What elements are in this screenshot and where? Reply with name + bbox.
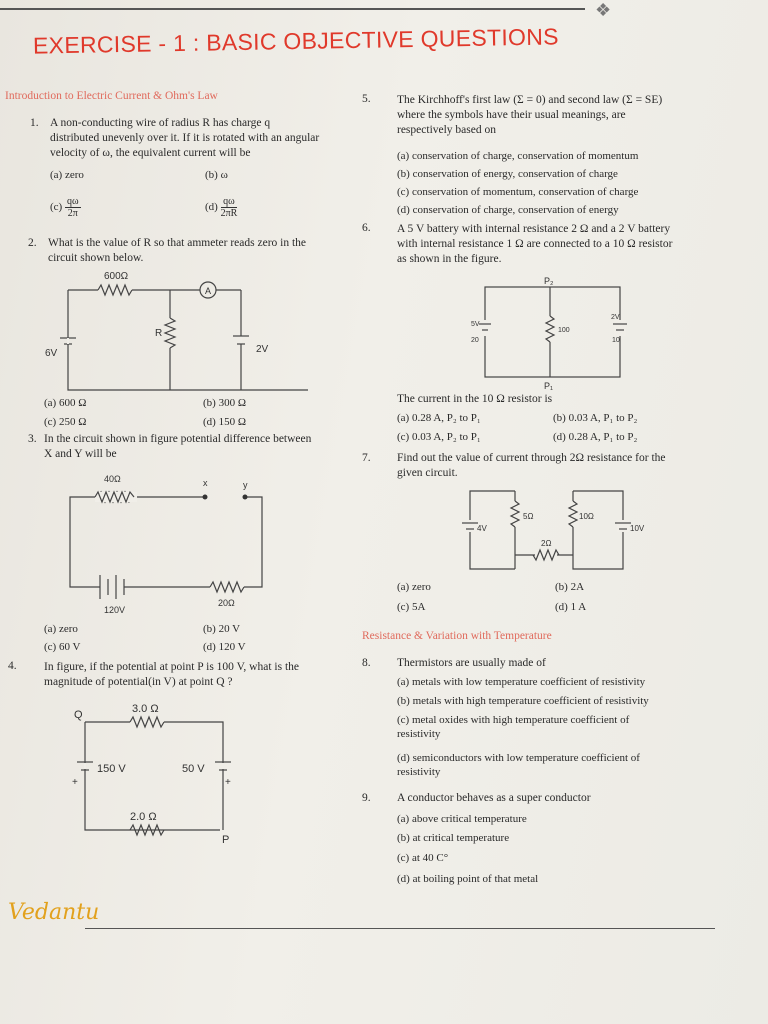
page-title: EXERCISE - 1 : BASIC OBJECTIVE QUESTIONS bbox=[32, 23, 559, 59]
q8-text: Thermistors are usually made of bbox=[397, 657, 546, 669]
q3-voltage: 120V bbox=[104, 605, 126, 615]
top-rule bbox=[0, 8, 585, 10]
q2-ammeter-label: A bbox=[205, 286, 212, 296]
q9-text: A conductor behaves as a super conductor bbox=[397, 792, 591, 804]
q6-resistance-10: 10 bbox=[612, 337, 620, 344]
q2-text: What is the value of R so that ammeter reads zero in the circuit shown below. bbox=[48, 237, 307, 264]
q6-number: 6. bbox=[362, 222, 371, 234]
q1-line: A non-conducting wire of radius R has charge q bbox=[50, 117, 271, 129]
q9-option-a: (a) above critical temperature bbox=[397, 813, 527, 825]
q4-point-p: P bbox=[222, 834, 230, 846]
q4-text: In figure, if the potential at point P is 100 V, what is the magnitude of potential(in V) at point Q ? bbox=[44, 661, 299, 688]
q6-circuit-diagram bbox=[470, 272, 650, 392]
q1-line: velocity of ω, the equivalent current will be bbox=[50, 147, 251, 159]
q5-option-a: (a) conservation of charge, conservation of momentum bbox=[397, 150, 639, 162]
q7-option-a: (a) zero bbox=[397, 581, 431, 593]
q9-number: 9. bbox=[362, 792, 371, 804]
q4-bottom-resistor: 2.0 Ω bbox=[130, 811, 157, 823]
section-heading-ohms-law: Introduction to Electric Current & Ohm's Law bbox=[5, 90, 218, 102]
bottom-rule bbox=[85, 928, 715, 929]
q3-point-y: y bbox=[243, 480, 248, 490]
q5-text: The Kirchhoff's first law (Σ = 0) and second law (Σ = SE) where the symbols have their usual meanings, are respectively based on bbox=[397, 94, 663, 136]
q7-text: Find out the value of current through 2Ω resistance for the given circuit. bbox=[397, 452, 666, 479]
q3-text: In the circuit shown in figure potential difference between X and Y will be bbox=[44, 433, 312, 460]
q3-point-x: x bbox=[203, 478, 208, 488]
q9-option-d: (d) at boiling point of that metal bbox=[397, 873, 539, 885]
q4-circuit-diagram bbox=[60, 700, 260, 850]
q6-option-a: (a) 0.28 A, P₂ to P₁ bbox=[397, 412, 481, 424]
q5-option-c: (c) conservation of momentum, conservation of charge bbox=[397, 186, 639, 198]
q8-option-c: (c) metal oxides with high temperature coefficient of resistivity bbox=[397, 714, 630, 740]
q7-option-c: (c) 5A bbox=[397, 601, 426, 613]
q4-right-voltage: 50 V bbox=[182, 763, 205, 775]
q1-option-d-fraction: $\frac{q\omega}{2\pi R}$ bbox=[220, 196, 238, 219]
q5-option-d: (d) conservation of charge, conservation of energy bbox=[397, 204, 619, 216]
q2-circuit-diagram bbox=[38, 268, 298, 398]
q7-resistor-2: 2Ω bbox=[541, 539, 552, 548]
q3-option-b: (b) 20 V bbox=[203, 623, 241, 635]
q3-option-c: (c) 60 V bbox=[44, 641, 81, 653]
q8-option-b: (b) metals with high temperature coefficient of resistivity bbox=[397, 695, 649, 707]
q2-right-voltage: 2V bbox=[256, 344, 269, 355]
q2-option-a: (a) 600 Ω bbox=[44, 397, 87, 409]
q8-option-d: (d) semiconductors with low temperature coefficient of resistivity bbox=[397, 752, 640, 778]
q6-option-c: (c) 0.03 A, P₂ to P₁ bbox=[397, 431, 481, 443]
q3-circuit-diagram bbox=[40, 470, 300, 620]
q6-resistance-20: 20 bbox=[471, 337, 479, 344]
q6-resistor-100: 100 bbox=[558, 327, 570, 334]
q3-number: 3. bbox=[28, 433, 37, 445]
section-heading-resistance: Resistance & Variation with Temperature bbox=[362, 630, 552, 642]
q1-option-b: (b) ω bbox=[205, 169, 228, 181]
q3-option-a: (a) zero bbox=[44, 623, 78, 635]
q7-resistor-10: 10Ω bbox=[579, 512, 594, 521]
q9-option-b: (b) at critical temperature bbox=[397, 832, 510, 844]
q1-option-d: (d) $\frac{q\omega}{2\pi R}$ bbox=[205, 196, 238, 219]
q1-line: distributed unevenly over it. If it is rotated with an angular bbox=[50, 132, 320, 144]
q2-option-b: (b) 300 Ω bbox=[203, 397, 247, 409]
ornament-icon: ❖ bbox=[595, 0, 612, 20]
q6-question-text: The current in the 10 Ω resistor is bbox=[397, 393, 553, 405]
q6-battery-5v: 5V bbox=[471, 321, 480, 328]
q8-number: 8. bbox=[362, 657, 371, 669]
q1-option-c: (c) $\frac{q\omega}{2\pi}$ bbox=[50, 196, 79, 219]
q3-option-d: (d) 120 V bbox=[203, 641, 246, 653]
q6-point-p1: P₁ bbox=[544, 381, 554, 391]
q8-option-a: (a) metals with low temperature coefficient of resistivity bbox=[397, 676, 646, 688]
q7-battery-10v: 10V bbox=[630, 524, 645, 533]
q2-resistor-label: 600Ω bbox=[104, 271, 129, 282]
q4-plus-left: + bbox=[72, 777, 78, 788]
q4-plus-right: + bbox=[225, 777, 231, 788]
q7-battery-4v: 4V bbox=[477, 524, 487, 533]
q7-resistor-5: 5Ω bbox=[523, 512, 534, 521]
q4-left-voltage: 150 V bbox=[97, 763, 126, 775]
q6-text: A 5 V battery with internal resistance 2 Ω and a 2 V battery with internal resistance 1 Ω are connected to a 10 Ω resistor as shown in the figure. bbox=[397, 223, 673, 265]
q1-text bbox=[50, 116, 319, 161]
q7-circuit-diagram bbox=[455, 485, 665, 580]
q5-option-b: (b) conservation of energy, conservation of charge bbox=[397, 168, 618, 180]
q4-number: 4. bbox=[8, 660, 17, 672]
q2-r-label: R bbox=[155, 328, 163, 339]
q3-top-resistor: 40Ω bbox=[104, 474, 121, 484]
q4-point-q: Q bbox=[74, 709, 83, 721]
q1-number: 1. bbox=[30, 117, 39, 129]
q4-top-resistor: 3.0 Ω bbox=[132, 703, 159, 715]
q2-number: 2. bbox=[28, 237, 37, 249]
vedantu-logo: Vedantu bbox=[8, 900, 100, 925]
q7-number: 7. bbox=[362, 452, 371, 464]
q2-left-voltage: 6V bbox=[45, 348, 58, 359]
q9-option-c: (c) at 40 C° bbox=[397, 852, 449, 864]
q1-option-a: (a) zero bbox=[50, 169, 84, 181]
q6-battery-2v: 2V bbox=[611, 314, 620, 321]
q6-option-d: (d) 0.28 A, P₁ to P₂ bbox=[553, 431, 638, 443]
q5-number: 5. bbox=[362, 93, 371, 105]
q2-option-d: (d) 150 Ω bbox=[203, 416, 247, 428]
q1-option-c-fraction: $\frac{q\omega}{2\pi}$ bbox=[66, 196, 79, 219]
q7-option-d: (d) 1 A bbox=[555, 601, 587, 613]
q6-option-b: (b) 0.03 A, P₁ to P₂ bbox=[553, 412, 638, 424]
q6-point-p2: P₂ bbox=[544, 276, 554, 286]
q7-option-b: (b) 2A bbox=[555, 581, 585, 593]
q2-option-c: (c) 250 Ω bbox=[44, 416, 87, 428]
q3-bottom-resistor: 20Ω bbox=[218, 598, 235, 608]
